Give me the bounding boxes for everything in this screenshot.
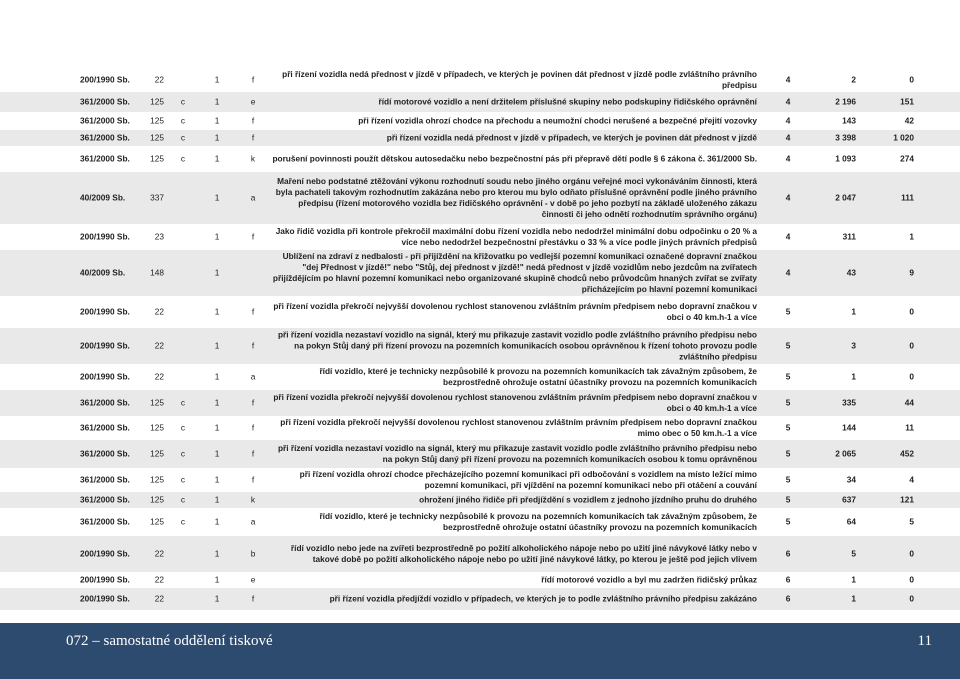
count-cell: 64 bbox=[846, 516, 856, 527]
letter-cell: b bbox=[250, 548, 256, 559]
section-cell: 1 bbox=[214, 548, 220, 559]
page-number: 11 bbox=[917, 633, 932, 649]
law-cell: 200/1990 Sb. bbox=[80, 231, 130, 242]
letter-paragraph-cell: c bbox=[180, 494, 186, 505]
table-row bbox=[0, 364, 960, 390]
count-cell: 5 bbox=[851, 548, 856, 559]
letter-cell: f bbox=[251, 132, 255, 143]
offense-description: při řízení vozidla překročí nejvyšší dovolenou rychlost stanovenou zvláštním právním předpisem nebo dopravní značkou v obci o 40 km.h-1 a více bbox=[273, 392, 757, 413]
section-cell: 1 bbox=[214, 115, 220, 126]
paragraph-cell: 22 bbox=[154, 574, 164, 585]
table-row bbox=[0, 68, 960, 92]
paragraph-cell: 125 bbox=[150, 153, 164, 164]
section-cell: 1 bbox=[214, 267, 220, 278]
letter-cell: f bbox=[251, 74, 255, 85]
table-row bbox=[0, 92, 960, 112]
law-cell: 200/1990 Sb. bbox=[80, 593, 130, 604]
section-cell: 1 bbox=[214, 231, 220, 242]
paragraph-cell: 22 bbox=[154, 593, 164, 604]
paragraph-cell: 125 bbox=[150, 132, 164, 143]
letter-cell: f bbox=[251, 397, 255, 408]
extra-count-cell: 121 bbox=[900, 494, 914, 505]
extra-count-cell: 44 bbox=[904, 397, 914, 408]
points-cell: 5 bbox=[785, 516, 791, 527]
offense-description: Jako řidič vozidla při kontrole překročil maximální dobu řízení vozidla nebo nedodržel minimální dobu odpočinku o 20 % a více nebo nedodržel bezpečnostní přestávku o 33 % a více podle jiných právních předpisů bbox=[275, 226, 757, 247]
paragraph-cell: 22 bbox=[154, 306, 164, 317]
offense-description: při řízení vozidla nedá přednost v jízdě v případech, ve kterých je povinen dát přednost v jízdě podle zvláštního právního předpisu bbox=[282, 69, 757, 90]
table-row bbox=[0, 536, 960, 572]
law-cell: 361/2000 Sb. bbox=[80, 474, 130, 485]
letter-paragraph-cell: c bbox=[180, 474, 186, 485]
points-cell: 4 bbox=[785, 74, 791, 85]
law-cell: 200/1990 Sb. bbox=[80, 340, 130, 351]
offense-description: řídí vozidlo, které je technicky nezpůsobilé k provozu na pozemních komunikacích tak závažným způsobem, že bezprostředně ohrožuje ostatní účastníky provozu na pozemních komunikacích bbox=[319, 366, 757, 387]
section-cell: 1 bbox=[214, 494, 220, 505]
count-cell: 1 bbox=[851, 306, 856, 317]
law-cell: 361/2000 Sb. bbox=[80, 494, 130, 505]
law-cell: 361/2000 Sb. bbox=[80, 422, 130, 433]
extra-count-cell: 0 bbox=[909, 74, 914, 85]
offense-description: při řízení vozidla ohrozí chodce přecházejícího pozemní komunikaci při odbočování s vozidlem na místo ležící mimo pozemní komunikaci, při vjíždění na pozemní komunikaci nebo při otáčení a couvání bbox=[299, 469, 757, 490]
paragraph-cell: 125 bbox=[150, 448, 164, 459]
law-cell: 361/2000 Sb. bbox=[80, 132, 130, 143]
section-cell: 1 bbox=[214, 397, 220, 408]
section-cell: 1 bbox=[214, 192, 220, 203]
points-cell: 5 bbox=[785, 371, 791, 382]
letter-paragraph-cell: c bbox=[180, 422, 186, 433]
offense-description: při řízení vozidla překročí nejvyšší dovolenou rychlost stanovenou zvláštním právním předpisem nebo dopravní značkou v obci o 40 km.h-1 a více bbox=[273, 301, 757, 322]
letter-paragraph-cell: c bbox=[180, 448, 186, 459]
points-cell: 4 bbox=[785, 231, 791, 242]
count-cell: 1 093 bbox=[835, 153, 856, 164]
extra-count-cell: 1 020 bbox=[893, 132, 914, 143]
extra-count-cell: 42 bbox=[904, 115, 914, 126]
points-cell: 5 bbox=[785, 494, 791, 505]
offense-description: řídí motorové vozidlo a není držitelem příslušné skupiny nebo podskupiny řidičského oprávnění bbox=[378, 96, 757, 107]
section-cell: 1 bbox=[214, 593, 220, 604]
count-cell: 2 065 bbox=[835, 448, 856, 459]
offense-description: Maření nebo podstatné ztěžování výkonu rozhodnutí soudu nebo jiného orgánu veřejné moci vykonáváním činnosti, která byla pachateli takovým rozhodnutím zakázána nebo pro kterou mu bylo odňato příslušné oprávnění podle jiného právního předpisu (řízení motorového vozidla bez řidičského oprávnění - v době po jeho pozbytí na základě uloženého zákazu činnosti či jeho odnětí rozhodnutím správního orgánu) bbox=[275, 176, 757, 219]
extra-count-cell: 0 bbox=[909, 371, 914, 382]
points-cell: 5 bbox=[785, 306, 791, 317]
letter-cell: f bbox=[251, 115, 255, 126]
points-cell: 4 bbox=[785, 132, 791, 143]
letter-cell: k bbox=[250, 153, 256, 164]
footer-title: 072 – samostatné oddělení tiskové bbox=[66, 633, 273, 649]
section-cell: 1 bbox=[214, 74, 220, 85]
points-cell: 5 bbox=[785, 422, 791, 433]
count-cell: 1 bbox=[851, 593, 856, 604]
count-cell: 144 bbox=[842, 422, 856, 433]
letter-cell: f bbox=[251, 448, 255, 459]
section-cell: 1 bbox=[214, 574, 220, 585]
table-row bbox=[0, 328, 960, 364]
letter-cell: a bbox=[250, 371, 256, 382]
law-cell: 361/2000 Sb. bbox=[80, 397, 130, 408]
paragraph-cell: 125 bbox=[150, 516, 164, 527]
count-cell: 335 bbox=[842, 397, 856, 408]
letter-cell: a bbox=[250, 192, 256, 203]
count-cell: 2 196 bbox=[835, 96, 856, 107]
points-cell: 4 bbox=[785, 153, 791, 164]
points-cell: 4 bbox=[785, 267, 791, 278]
law-cell: 361/2000 Sb. bbox=[80, 96, 130, 107]
table-row bbox=[0, 588, 960, 610]
offense-description: řídí vozidlo, které je technicky nezpůsobilé k provozu na pozemních komunikacích tak závažným způsobem, že bezprostředně ohrožuje ostatní účastníky provozu na pozemních komunikacích bbox=[319, 511, 757, 532]
extra-count-cell: 0 bbox=[909, 593, 914, 604]
count-cell: 2 bbox=[851, 74, 856, 85]
letter-paragraph-cell: c bbox=[180, 132, 186, 143]
points-cell: 5 bbox=[785, 448, 791, 459]
table-row bbox=[0, 440, 960, 468]
count-cell: 1 bbox=[851, 371, 856, 382]
paragraph-cell: 125 bbox=[150, 96, 164, 107]
section-cell: 1 bbox=[214, 153, 220, 164]
section-cell: 1 bbox=[214, 371, 220, 382]
table-row bbox=[0, 508, 960, 536]
paragraph-cell: 22 bbox=[154, 371, 164, 382]
paragraph-cell: 22 bbox=[154, 548, 164, 559]
points-cell: 6 bbox=[785, 593, 791, 604]
extra-count-cell: 11 bbox=[905, 422, 914, 433]
letter-cell: e bbox=[250, 96, 256, 107]
points-cell: 6 bbox=[785, 574, 791, 585]
extra-count-cell: 452 bbox=[900, 448, 914, 459]
letter-cell: a bbox=[250, 516, 256, 527]
count-cell: 1 bbox=[851, 574, 856, 585]
section-cell: 1 bbox=[214, 474, 220, 485]
section-cell: 1 bbox=[214, 516, 220, 527]
law-cell: 200/1990 Sb. bbox=[80, 74, 130, 85]
letter-cell: f bbox=[251, 231, 255, 242]
law-cell: 200/1990 Sb. bbox=[80, 306, 130, 317]
law-cell: 40/2009 Sb. bbox=[80, 267, 126, 278]
table-row bbox=[0, 130, 960, 146]
extra-count-cell: 9 bbox=[909, 267, 914, 278]
points-cell: 5 bbox=[785, 340, 791, 351]
extra-count-cell: 5 bbox=[909, 516, 914, 527]
page-footer bbox=[0, 623, 960, 679]
offense-description: při řízení vozidla ohrozí chodce na přechodu a neumožní chodci nerušené a bezpečné přejití vozovky bbox=[358, 115, 757, 126]
extra-count-cell: 4 bbox=[909, 474, 914, 485]
count-cell: 3 398 bbox=[835, 132, 856, 143]
letter-paragraph-cell: c bbox=[180, 115, 186, 126]
count-cell: 143 bbox=[842, 115, 856, 126]
extra-count-cell: 0 bbox=[909, 340, 914, 351]
letter-paragraph-cell: c bbox=[180, 153, 186, 164]
table-row bbox=[0, 172, 960, 224]
count-cell: 3 bbox=[851, 340, 856, 351]
offense-description: řídí vozidlo nebo jede na zvířeti bezprostředně po požití alkoholického nápoje nebo po užití jiné návykové látky nebo v takové době po požití alkoholického nápoje nebo po užití jiné návykové látky, po kterou je ještě pod jejich vlivem bbox=[290, 543, 757, 564]
points-cell: 5 bbox=[785, 474, 791, 485]
offense-description: při řízení vozidla nedá přednost v jízdě v případech, ve kterých je povinen dát přednost v jízdě bbox=[386, 132, 757, 143]
table-row bbox=[0, 112, 960, 130]
offense-description: Ublížení na zdraví z nedbalosti - při přijíždění na křižovatku po vedlejší pozemní komunikaci označené dopravní značkou "dej Přednost v jízdě!" nebo "Stůj, dej přednost v jízdě!" nedá přednost v jízdě vozidlům nebo jezdcům na zvířatech přijíždějícím po hlavní pozemní komunikaci nebo organizované skupině chodců nebo průvodcům hnaných zvířat se zvířaty přicházejícím po hlavní pozemní komunikaci bbox=[272, 251, 757, 294]
letter-cell: f bbox=[251, 422, 255, 433]
extra-count-cell: 0 bbox=[909, 306, 914, 317]
law-cell: 361/2000 Sb. bbox=[80, 516, 130, 527]
section-cell: 1 bbox=[214, 96, 220, 107]
paragraph-cell: 125 bbox=[150, 494, 164, 505]
offense-description: při řízení vozidla předjíždí vozidlo v případech, ve kterých je to podle zvláštního právního předpisu zakázáno bbox=[329, 593, 757, 604]
extra-count-cell: 0 bbox=[909, 548, 914, 559]
table-row bbox=[0, 146, 960, 172]
paragraph-cell: 22 bbox=[154, 74, 164, 85]
paragraph-cell: 22 bbox=[154, 340, 164, 351]
letter-cell: f bbox=[251, 306, 255, 317]
extra-count-cell: 274 bbox=[900, 153, 914, 164]
letter-cell: f bbox=[251, 340, 255, 351]
section-cell: 1 bbox=[214, 448, 220, 459]
count-cell: 637 bbox=[842, 494, 856, 505]
letter-cell: f bbox=[251, 474, 255, 485]
offense-description: řídí motorové vozidlo a byl mu zadržen řidičský průkaz bbox=[541, 574, 757, 585]
law-cell: 40/2009 Sb. bbox=[80, 192, 126, 203]
paragraph-cell: 148 bbox=[150, 267, 164, 278]
paragraph-cell: 125 bbox=[150, 115, 164, 126]
count-cell: 311 bbox=[842, 231, 856, 242]
extra-count-cell: 1 bbox=[909, 231, 914, 242]
paragraph-cell: 337 bbox=[150, 192, 164, 203]
table-row bbox=[0, 224, 960, 250]
letter-paragraph-cell: c bbox=[180, 516, 186, 527]
law-cell: 361/2000 Sb. bbox=[80, 153, 130, 164]
law-cell: 200/1990 Sb. bbox=[80, 371, 130, 382]
table-row bbox=[0, 468, 960, 492]
extra-count-cell: 111 bbox=[901, 192, 914, 203]
law-cell: 361/2000 Sb. bbox=[80, 448, 130, 459]
points-cell: 5 bbox=[785, 397, 791, 408]
points-cell: 4 bbox=[785, 96, 791, 107]
paragraph-cell: 125 bbox=[150, 397, 164, 408]
extra-count-cell: 0 bbox=[909, 574, 914, 585]
points-cell: 6 bbox=[785, 548, 791, 559]
offense-description: ohrožení jiného řidiče při předjíždění s vozidlem z jednoho jízdního pruhu do druhého bbox=[419, 494, 757, 505]
section-cell: 1 bbox=[214, 132, 220, 143]
count-cell: 34 bbox=[846, 474, 856, 485]
offense-description: při řízení vozidla nezastaví vozidlo na signál, který mu přikazuje zastavit vozidlo podle zvláštního právního předpisu nebo na pokyn Stůj daný při řízení provozu na pozemních komunikacích osobou k tomu oprávněnou bbox=[277, 443, 757, 464]
points-cell: 4 bbox=[785, 192, 791, 203]
letter-cell: f bbox=[251, 593, 255, 604]
offense-description: při řízení vozidla překročí nejvyšší dovolenou rychlost stanovenou zvláštním právním předpisem nebo dopravní značkou mimo obec o 50 km.h.-1 a více bbox=[280, 417, 757, 438]
section-cell: 1 bbox=[214, 422, 220, 433]
paragraph-cell: 125 bbox=[150, 474, 164, 485]
table-row bbox=[0, 572, 960, 588]
points-cell: 4 bbox=[785, 115, 791, 126]
paragraph-cell: 23 bbox=[154, 231, 164, 242]
letter-cell: e bbox=[250, 574, 256, 585]
table-row bbox=[0, 296, 960, 328]
table-row bbox=[0, 250, 960, 296]
letter-paragraph-cell: c bbox=[180, 397, 186, 408]
letter-paragraph-cell: c bbox=[180, 96, 186, 107]
offense-description: při řízení vozidla nezastaví vozidlo na signál, který mu přikazuje zastavit vozidlo podle zvláštního právního předpisu nebo na pokyn Stůj daný při řízení provozu na pozemních komunikacích osobou oprávněnou k řízení tohoto provozu podle zvláštního předpisu bbox=[277, 329, 757, 362]
count-cell: 43 bbox=[846, 267, 856, 278]
extra-count-cell: 151 bbox=[900, 96, 914, 107]
section-cell: 1 bbox=[214, 306, 220, 317]
letter-cell: k bbox=[250, 494, 256, 505]
table-row bbox=[0, 390, 960, 416]
offense-description: porušení povinnosti použít dětskou autosedačku nebo bezpečnostní pás při přepravě dětí podle § 6 zákona č. 361/2000 Sb. bbox=[272, 153, 757, 164]
section-cell: 1 bbox=[214, 340, 220, 351]
law-cell: 361/2000 Sb. bbox=[80, 115, 130, 126]
paragraph-cell: 125 bbox=[150, 422, 164, 433]
law-cell: 200/1990 Sb. bbox=[80, 574, 130, 585]
table-row bbox=[0, 492, 960, 508]
count-cell: 2 047 bbox=[835, 192, 856, 203]
law-cell: 200/1990 Sb. bbox=[80, 548, 130, 559]
table-row bbox=[0, 416, 960, 440]
